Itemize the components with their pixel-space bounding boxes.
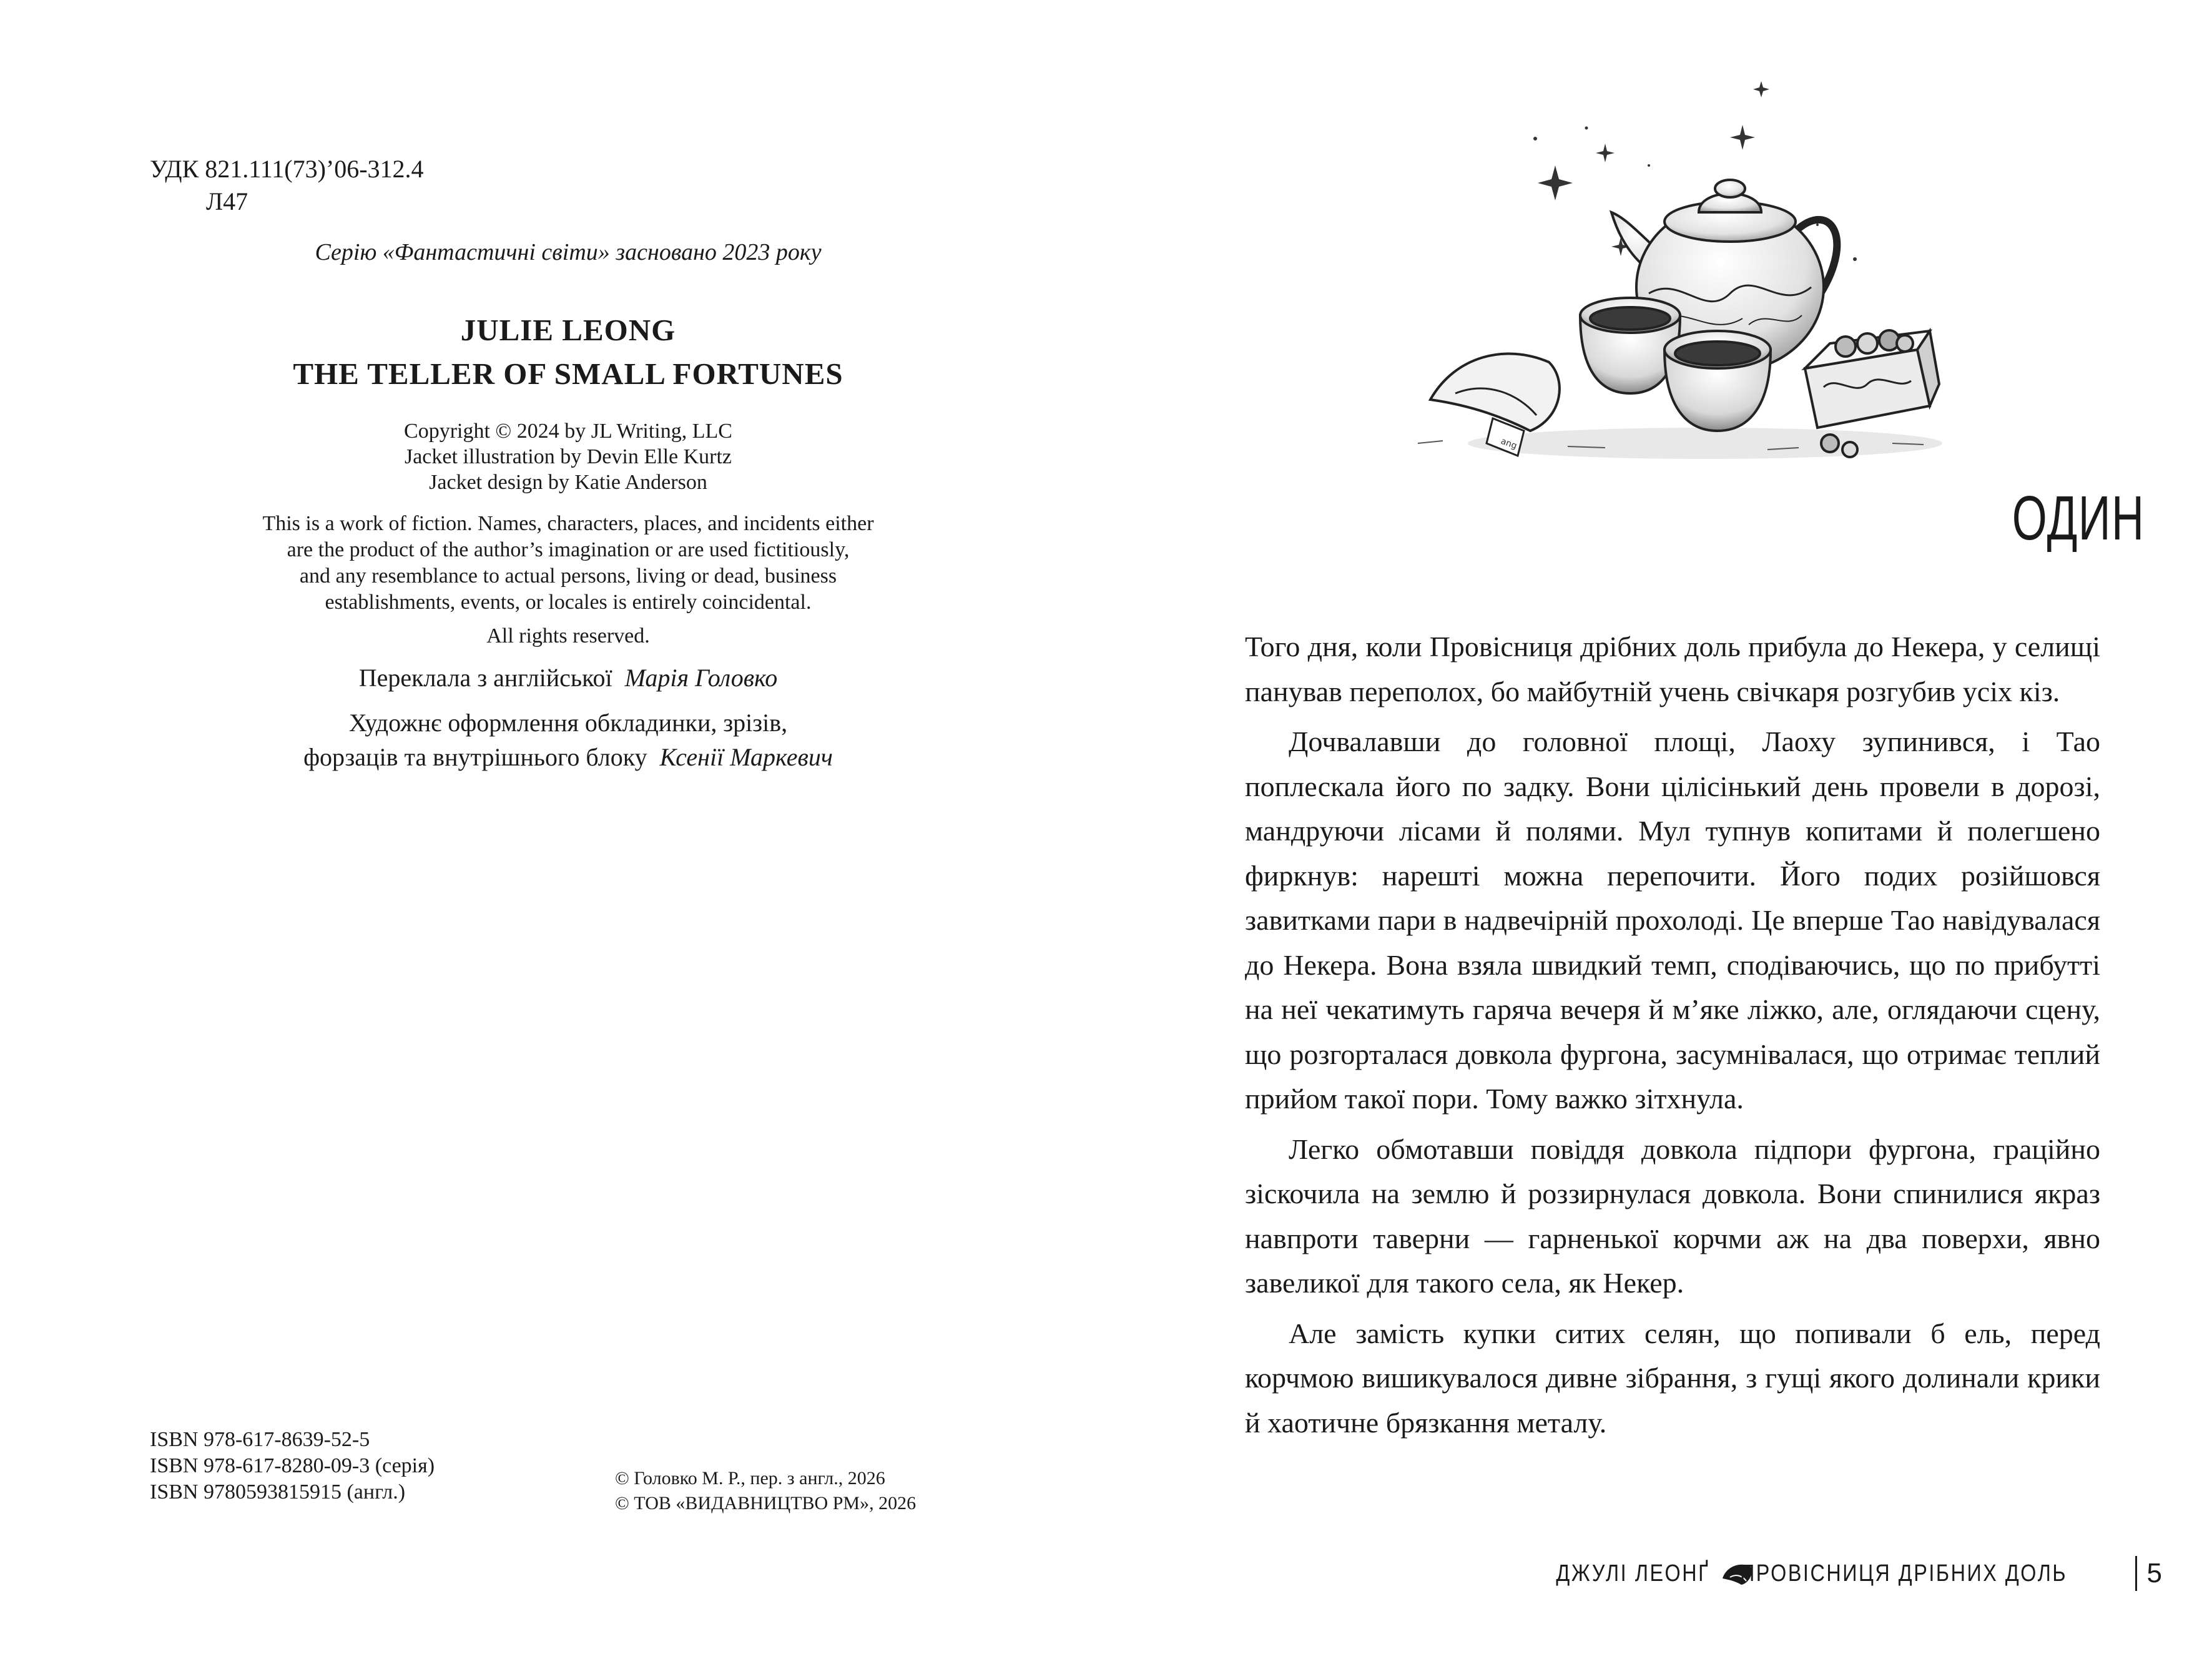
footer-separator	[2135, 1556, 2137, 1591]
design-credit-line: Художнє оформлення обкладинки, зрізів,	[348, 709, 788, 737]
legal-block	[615, 1466, 916, 1516]
legal-line: © Головко М. Р., пер. з англ., 2026	[615, 1468, 885, 1489]
translator-credit	[150, 662, 986, 694]
running-footer	[1529, 1548, 2162, 1598]
original-title: THE TELLER OF SMALL FORTUNES	[293, 357, 843, 391]
design-credit	[150, 706, 986, 774]
paragraph: Але замість купки ситих селян, що попивали б ель, перед корчмою вишикувалося дивне зібрання, з гущі якого долинали крики й хаотичне брязкання металу.	[1245, 1317, 2100, 1439]
fiction-notice-line: are the product of the author’s imagination or are used fictitiously,	[287, 538, 850, 561]
original-author: JULIE LEONG	[460, 313, 676, 347]
footer-author: ДЖУЛІ ЛЕОНҐ	[1556, 1560, 1710, 1587]
designer-name: Ксенії Маркевич	[659, 743, 833, 771]
page-number: 5	[2146, 1558, 2162, 1588]
chapter-text	[1245, 624, 2100, 1445]
udk-classification: УДК 821.111(73)’06-312.4	[150, 155, 424, 183]
isbn-line: ISBN 978-617-8280-09-3 (серія)	[150, 1454, 435, 1477]
author-sign: Л47	[206, 187, 248, 215]
copyright-line: Jacket illustration by Devin Elle Kurtz	[404, 445, 732, 468]
translator-label: Переклала з англійської	[358, 664, 612, 692]
paragraph: Легко обмотавши повіддя довкола підпори фургона, граційно зіскочила на землю й роззирнулася довкола. Вони спинилися якраз навпроти таверни — гарненької корчми аж на два поверхи, явно завеликої для такого села, як Некер.	[1245, 1133, 2100, 1299]
legal-line: © ТОВ «ВИДАВНИЦТВО РМ», 2026	[615, 1493, 917, 1514]
footer-book-title: ПРОВІСНИЦЯ ДРІБНИХ ДОЛЬ	[1739, 1560, 2068, 1587]
copyright-block	[150, 418, 986, 495]
series-note: Серію «Фантастичні світи» засновано 2023 року	[315, 239, 822, 265]
teacup-icon	[1664, 331, 1771, 431]
right-page	[1106, 0, 2212, 1659]
design-credit-label: форзаців та внутрішнього блоку	[303, 743, 647, 771]
copyright-line: Copyright © 2024 by JL Writing, LLC	[404, 420, 732, 443]
isbn-block	[150, 1427, 435, 1505]
fortune-slip-text: ang	[1499, 436, 1518, 451]
paragraph: Того дня, коли Провісниця дрібних доль прибула до Некера, у селищі панував переполох, бо майбутній учень свічкаря розгубив усіх кіз.	[1245, 631, 2100, 707]
isbn-line: ISBN 9780593815915 (англ.)	[150, 1480, 406, 1504]
all-rights-reserved: All rights reserved.	[486, 624, 650, 647]
design-credit-line	[150, 740, 986, 774]
translator-name: Марія Головко	[624, 664, 778, 692]
copyright-line: Jacket design by Katie Anderson	[429, 471, 707, 494]
fiction-notice-line: and any resemblance to actual persons, living or dead, business	[299, 564, 837, 588]
isbn-line: ISBN 978-617-8639-52-5	[150, 1428, 370, 1451]
fiction-notice-line: This is a work of fiction. Names, characters, places, and incidents either	[262, 512, 874, 535]
chapter-title: ОДИН	[2012, 483, 2145, 553]
paragraph: Дочвалавши до головної площі, Лаоху зупинився, і Тао поплескала його по задку. Вони цілісінький день провели в дорозі, мандруючи лісами й полями. Мул тупнув копитами й полегшено фиркнув: нарешті можна перепочити. Його подих розійшовся завитками пари в надвечірній прохолоді. Це вперше Тао навідувалася до Некера. Вона взяла швидкий темп, сподіваючись, що по прибутті на неї чекатимуть гаряча вечеря й м’яке ліжко, але, оглядаючи сцену, що розгорталася довкола фургона, засумнівалася, що отримає теплий прийом такої пори. Тому важко зітхнула.	[1245, 726, 2100, 1115]
teapot-cups-fortune-cookie-icon	[1380, 69, 1942, 468]
fiction-notice	[150, 511, 986, 616]
fiction-notice-line: establishments, events, or locales is entirely coincidental.	[325, 591, 812, 614]
